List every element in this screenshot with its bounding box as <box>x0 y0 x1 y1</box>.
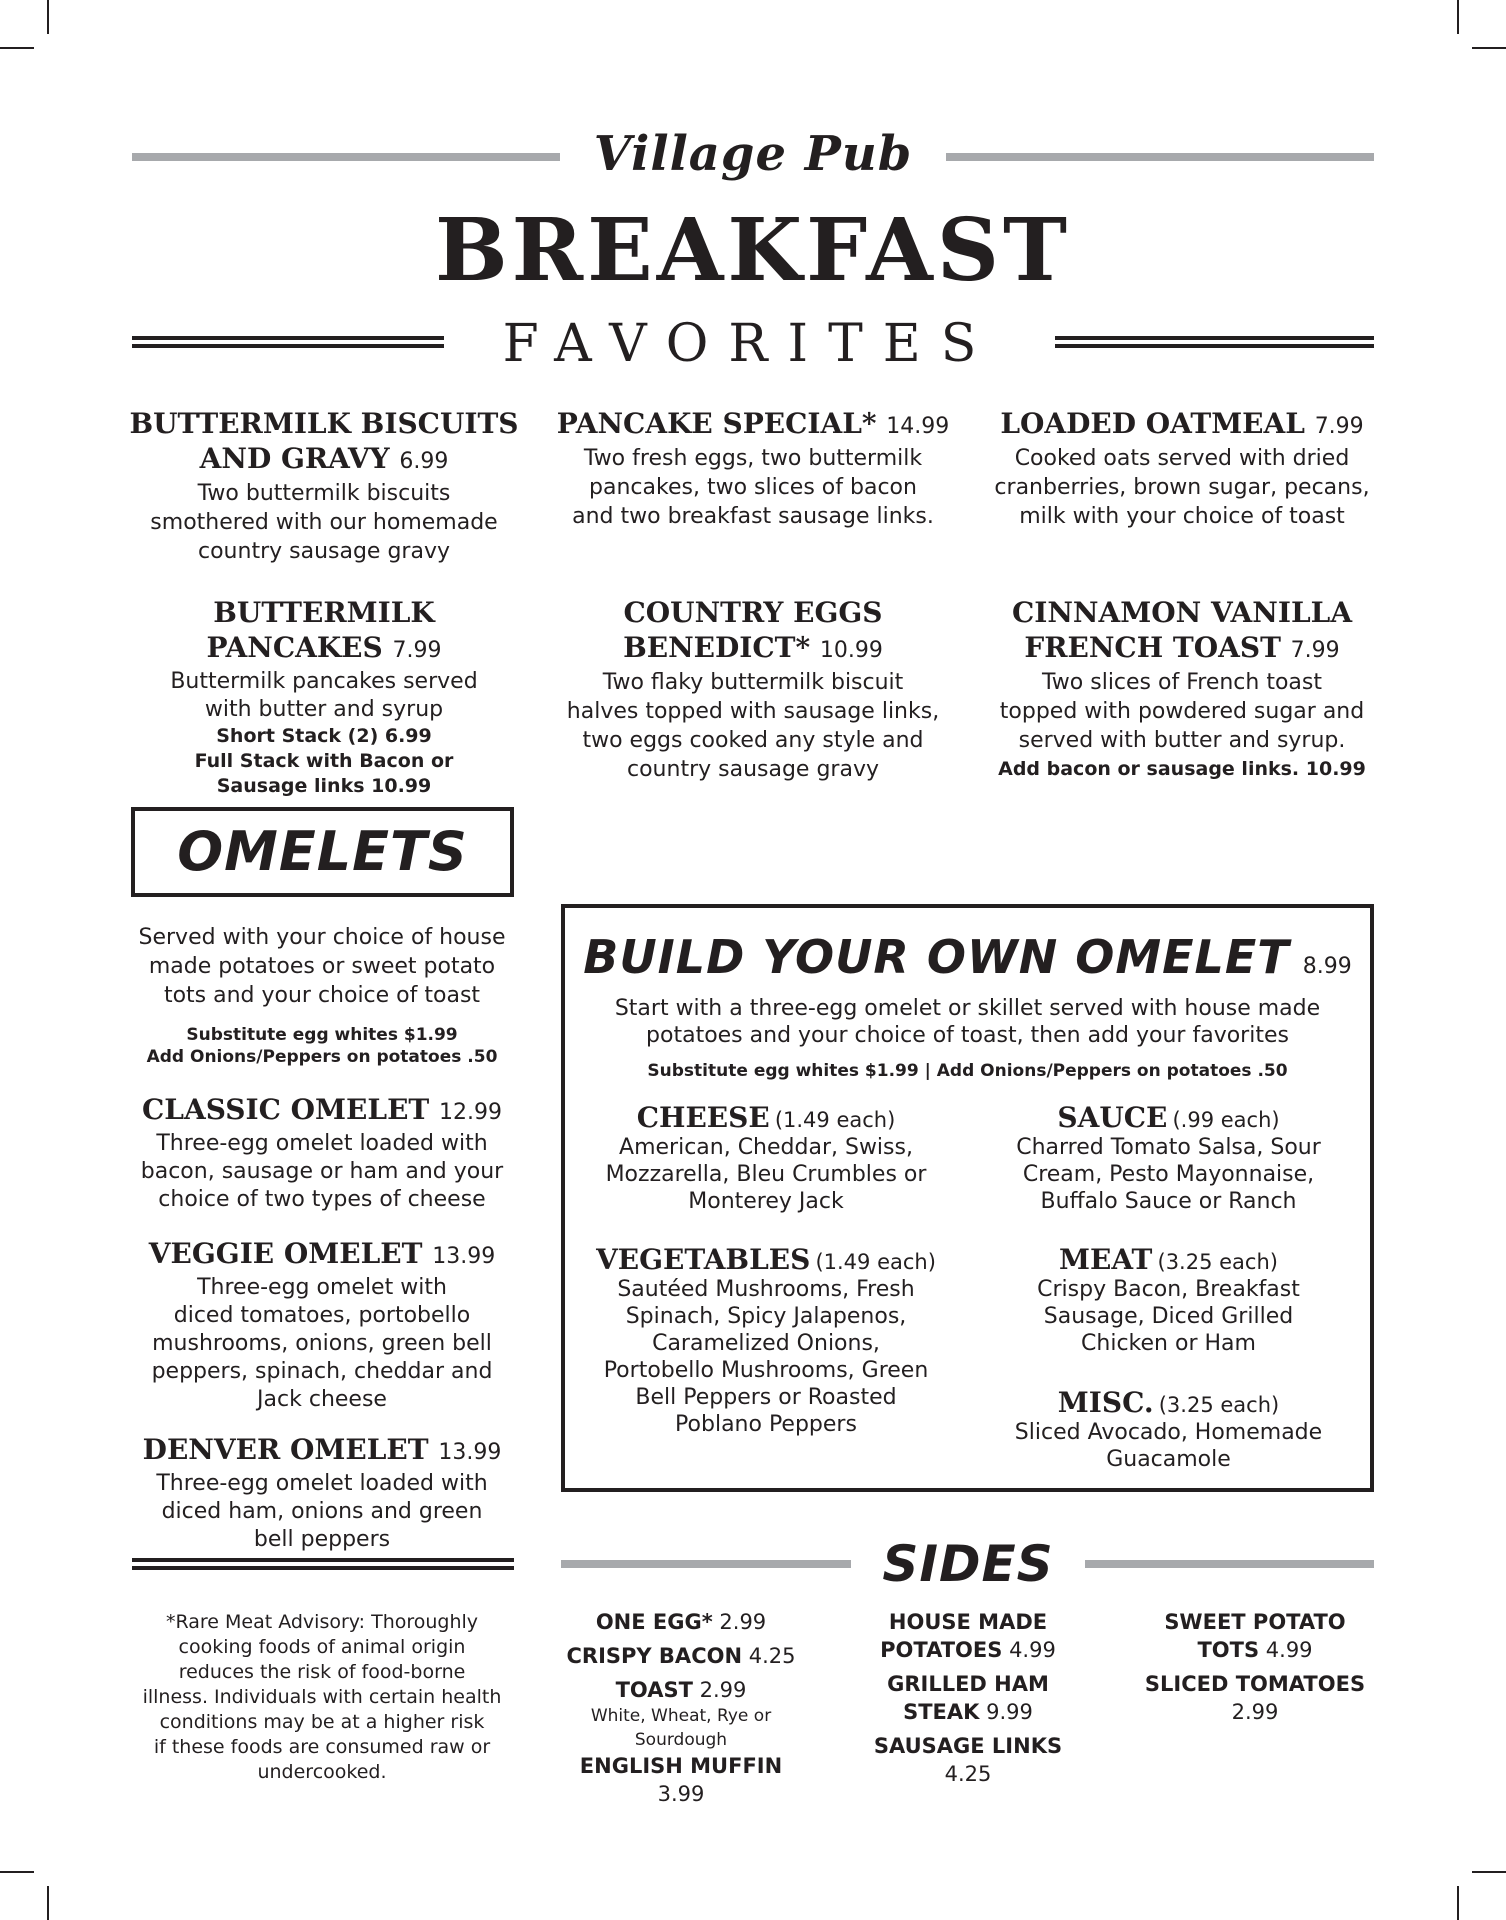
omelets-bottom-rule <box>132 1558 514 1570</box>
byo-category-sauce: SAUCE (.99 each) Charred Tomato Salsa, Sour Cream, Pesto Mayonnaise, Buffalo Sauce or Ranch <box>1016 1101 1321 1214</box>
item-title: CLASSIC OMELET 12.99 <box>142 1093 502 1126</box>
omelets-heading: OMELETS <box>177 820 468 883</box>
item-price: 7.99 <box>392 638 442 663</box>
item-description: Two fresh eggs, two buttermilk pancakes, two slices of bacon and two breakfast sausage links. <box>572 446 934 529</box>
side-item-sweet-potato-tots: SWEET POTATO <box>1164 1610 1346 1634</box>
crop-mark <box>0 47 34 49</box>
sides-heading: SIDES <box>882 1535 1054 1593</box>
menu-item-loaded-oatmeal <box>977 406 1387 531</box>
omelets-note: Substitute egg whites $1.99 Add Onions/Peppers on potatoes .50 <box>146 1025 498 1067</box>
item-price: 7.99 <box>1314 414 1364 439</box>
item-title: BUTTERMILK BISCUITS <box>129 407 519 440</box>
byo-category-cheese: CHEESE (1.49 each) American, Cheddar, Swiss, Mozzarella, Bleu Crumbles or Monterey Jack <box>605 1101 927 1214</box>
item-price: 6.99 <box>399 449 449 474</box>
menu-item-classic-omelet <box>122 1092 522 1214</box>
item-price: 14.99 <box>886 414 950 439</box>
crop-mark <box>47 1886 49 1920</box>
item-description: Three-egg omelet loaded with diced ham, onions and green bell peppers <box>156 1471 488 1552</box>
side-item-sliced-tomatoes: SLICED TOMATOES <box>1144 1672 1366 1696</box>
menu-item-biscuits-gravy <box>124 406 524 566</box>
item-title: LOADED OATMEAL 7.99 <box>1000 407 1364 440</box>
item-description: Three-egg omelet loaded with bacon, sausage or ham and your choice of two types of cheese <box>140 1131 504 1212</box>
item-title: PANCAKE SPECIAL* 14.99 <box>556 407 950 440</box>
item-price: 13.99 <box>432 1244 496 1269</box>
omelets-heading-box <box>131 807 514 897</box>
item-note: Add bacon or sausage links. 10.99 <box>998 758 1366 780</box>
byo-category-meat: MEAT (3.25 each) Crispy Bacon, Breakfast Sausage, Diced Grilled Chicken or Ham <box>1037 1243 1300 1356</box>
side-item-crispy-bacon: CRISPY BACON 4.25 <box>566 1644 796 1668</box>
item-price: 10.99 <box>819 638 883 663</box>
sides-column-2: HOUSE MADE POTATOES 4.99 GRILLED HAM STEAK 9.99 SAUSAGE LINKS 4.25 <box>838 1608 1098 1788</box>
header-rule-left <box>132 153 560 161</box>
item-title: COUNTRY EGGS <box>623 596 883 629</box>
item-price: 7.99 <box>1290 638 1340 663</box>
item-description: Two buttermilk biscuits smothered with our homemade country sausage gravy <box>150 481 498 564</box>
item-description: Two flaky buttermilk biscuit halves topped with sausage links, two eggs cooked any style and country sausage gravy <box>566 670 940 782</box>
item-title: AND GRAVY 6.99 <box>199 442 449 475</box>
crop-mark <box>1472 1871 1506 1873</box>
menu-item-french-toast <box>977 595 1387 782</box>
item-price: 12.99 <box>439 1100 502 1125</box>
side-item-one-egg: ONE EGG* 2.99 <box>595 1610 767 1634</box>
side-item-english-muffin: ENGLISH MUFFIN <box>579 1754 783 1778</box>
omelets-intro: Served with your choice of house made potatoes or sweet potato tots and your choice of toast Substitute egg whites $1.99 Add Onions/Peppers on potatoes .50 <box>122 923 522 1068</box>
menu-item-buttermilk-pancakes <box>124 595 524 799</box>
item-title: BENEDICT* 10.99 <box>623 631 883 664</box>
item-price: 13.99 <box>438 1440 502 1465</box>
menu-item-country-eggs-benedict <box>553 595 953 784</box>
menu-item-veggie-omelet <box>122 1236 522 1414</box>
byo-heading-row <box>565 930 1370 984</box>
side-item-toast: TOAST 2.99 <box>615 1678 747 1702</box>
item-title: BUTTERMILK <box>213 596 435 629</box>
side-item-ham-steak: GRILLED HAM <box>887 1672 1049 1696</box>
sides-column-3: SWEET POTATO TOTS 4.99 SLICED TOMATOES 2.99 <box>1120 1608 1390 1726</box>
page-subtitle: FAVORITES <box>502 314 997 374</box>
rare-meat-advisory: *Rare Meat Advisory: Thoroughly cooking foods of animal origin reduces the risk of food-borne illness. Individuals with certain health conditions may be at a higher risk if these foods are consumed raw or undercooked. <box>142 1611 502 1783</box>
sides-rule-left <box>561 1560 851 1568</box>
menu-item-denver-omelet <box>122 1432 522 1554</box>
crop-mark <box>1457 0 1459 34</box>
crop-mark <box>1457 1886 1459 1920</box>
build-your-own-box <box>561 904 1374 1492</box>
item-title: CINNAMON VANILLA <box>1011 596 1353 629</box>
crop-mark <box>47 0 49 34</box>
side-item-house-potatoes: HOUSE MADE <box>888 1610 1048 1634</box>
favorites-rule-right <box>1055 336 1374 348</box>
item-title: VEGGIE OMELET 13.99 <box>148 1237 496 1270</box>
brand-name: Village Pub <box>593 126 913 182</box>
sides-rule-right <box>1085 1560 1374 1568</box>
item-description: Buttermilk pancakes served with butter and syrup <box>170 669 478 722</box>
item-title: DENVER OMELET 13.99 <box>142 1433 502 1466</box>
item-description: Cooked oats served with dried cranberries, brown sugar, pecans, milk with your choice of toast <box>994 446 1370 529</box>
item-description: Three-egg omelet with diced tomatoes, portobello mushrooms, onions, green bell peppers, spinach, cheddar and Jack cheese <box>151 1275 493 1412</box>
item-title: FRENCH TOAST 7.99 <box>1024 631 1340 664</box>
byo-category-misc: MISC. (3.25 each) Sliced Avocado, Homemade Guacamole <box>1014 1386 1323 1472</box>
crop-mark <box>1472 47 1506 49</box>
page-title: BREAKFAST <box>434 200 1072 301</box>
byo-intro: Start with a three-egg omelet or skillet served with house made potatoes and your choice of toast, then add your favorites <box>614 996 1321 1048</box>
crop-mark <box>0 1871 34 1873</box>
sides-column-1 <box>541 1608 821 1808</box>
item-description: Two slices of French toast topped with powdered sugar and served with butter and syrup. <box>999 670 1365 753</box>
byo-heading: BUILD YOUR OWN OMELET <box>583 930 1290 984</box>
side-item-english-muffin-price: 3.99 <box>657 1782 705 1806</box>
side-item-sausage-links: SAUSAGE LINKS <box>873 1734 1063 1758</box>
byo-category-vegetables: VEGETABLES (1.49 each) Sautéed Mushrooms, Fresh Spinach, Spicy Jalapenos, Caramelized Onions, Portobello Mushrooms, Green Bell Peppers or Roasted Poblano Peppers <box>596 1243 936 1437</box>
favorites-rule-left <box>132 336 444 348</box>
item-title: PANCAKES 7.99 <box>206 631 442 664</box>
byo-note: Substitute egg whites $1.99 | Add Onions/Peppers on potatoes .50 <box>647 1061 1288 1081</box>
menu-item-pancake-special <box>553 406 953 531</box>
byo-price: 8.99 <box>1302 954 1352 979</box>
item-note: Short Stack (2) 6.99 Full Stack with Bacon or Sausage links 10.99 <box>194 725 454 797</box>
header-rule-right <box>946 153 1374 161</box>
side-item-toast-options: White, Wheat, Rye or Sourdough <box>590 1706 772 1750</box>
